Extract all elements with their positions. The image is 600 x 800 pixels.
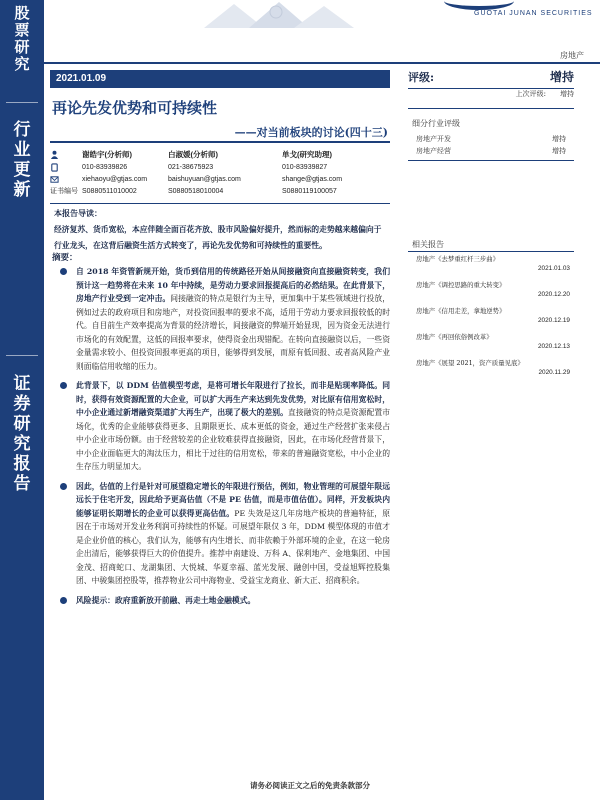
rating-label: 评级: (408, 71, 435, 84)
bullet-bold-text: 自 2018 年资管新规开始，货币到信用的传统路径开始从间接融资向直接融资转变，我们预计这一趋势将在未来 10 年中持续，是劳动力要求回报提高后的必然结果。在此背景下，房地产行业受到一定冲击。 (76, 267, 390, 303)
sidebar-char: 研 (14, 38, 30, 56)
bullet-bold-text: 因此，估值的上行是针对可展望稳定增长的年限进行预估，例如，物业管理的可展望年限远远长于住宅开发，因此给予更高估值（不是 PE 估值，而是市值估值）。同样，开发板块内能够证明长期增长的企业可以获得更高估值。 (76, 481, 390, 518)
rating-value: 增持 (549, 70, 574, 84)
related-report-item[interactable] (416, 280, 570, 302)
abstract-heading: 摘要： (52, 253, 78, 263)
previous-rating-row (408, 89, 574, 99)
analyst-phones-row (50, 161, 390, 173)
related-report-item[interactable] (416, 306, 570, 328)
bullet-bold-text: 风险提示：政府重新放开前融、再走土地金融模式。 (76, 595, 256, 605)
abstract-bullet (58, 480, 390, 588)
sidebar-char: 业 (13, 140, 31, 160)
cert-label: 证书编号 (50, 188, 78, 195)
bullet-icon (60, 382, 67, 389)
bullet-icon (60, 268, 67, 275)
bullet-icon (60, 483, 67, 490)
rating-box (408, 68, 574, 99)
analyst-cert: S0880119100057 (282, 187, 337, 195)
related-report-name[interactable]: 房地产《去梦重红杆三步曲》 (416, 255, 500, 263)
sub-rating-divider (408, 160, 574, 161)
guide-heading: 本报告导读： (54, 208, 102, 218)
company-logo (444, 0, 600, 30)
related-reports-list (416, 254, 570, 384)
guide-text: 经济复苏、货币宽松，本应伴随全面百花齐放、股市风险偏好提升，然而标的走势越来越偏向于行业龙头，在这背后融资生活方式转变了，再论先发优势和可持续性的重要性。 (54, 225, 382, 250)
sidebar-divider (6, 102, 38, 103)
sub-rating-item (416, 133, 566, 145)
sidebar-char: 新 (13, 180, 31, 200)
analyst-phone: 021-38675923 (168, 163, 214, 171)
analyst-divider (50, 203, 390, 204)
sidebar-char: 究 (14, 55, 30, 73)
sidebar-char: 报 (13, 454, 31, 474)
related-report-item[interactable] (416, 358, 570, 380)
sub-rating-name: 房地产经营 (416, 148, 451, 155)
sidebar-char: 更 (13, 160, 31, 180)
analyst-name: 谢皓宇(分析师) (82, 149, 132, 159)
analyst-cert: S0880518010004 (168, 187, 224, 195)
sidebar-section-industry-update (0, 120, 44, 200)
email-icon (50, 175, 82, 184)
previous-rating-label: 上次评级: (515, 90, 546, 98)
sub-rating-item (416, 145, 566, 157)
sidebar-char: 股 (14, 4, 30, 22)
related-report-date: 2020.12.19 (538, 317, 570, 324)
analyst-name: 单戈(研究助理) (282, 149, 332, 159)
analyst-email[interactable]: baishuyuan@gtjas.com (168, 175, 241, 183)
sidebar-section-securities-report (0, 374, 44, 494)
report-date: 2021.01.09 (50, 70, 390, 88)
analyst-phone: 010-83939826 (82, 163, 128, 171)
rating-row (408, 68, 574, 85)
related-divider (408, 251, 574, 252)
related-report-name[interactable]: 房地产《信用走差，拿地逆势》 (416, 307, 506, 315)
abstract-bullet (58, 594, 390, 608)
bullet-bold-text: 此背景下，以 DDM 估值模型考虑，是将可增长年限进行了拉长，而非是贴现率降低。同时，获得有效资源配置的大企业，可以扩大再生产来达到先发优势，对比原有信用宽松时，中小企业通过新增融资渠道扩大再生产，出现了极大的差别。 (76, 381, 390, 417)
sidebar-divider (6, 355, 38, 356)
sidebar-section-stock-research (0, 0, 44, 78)
abstract-bullets (58, 265, 390, 613)
related-report-date: 2020.12.20 (538, 291, 570, 298)
analyst-certs-row (50, 185, 390, 197)
person-icon (50, 150, 82, 159)
sidebar-char: 券 (13, 394, 31, 414)
analyst-table (50, 147, 390, 197)
title-divider (50, 141, 390, 143)
related-report-name[interactable]: 房地产《展望 2021，资产质量见底》 (416, 359, 524, 367)
page-header (44, 0, 600, 60)
report-title: 再论先发优势和可持续性 (52, 99, 218, 117)
sidebar-char: 证 (13, 374, 31, 394)
rating-divider (408, 108, 574, 109)
analyst-emails-row (50, 173, 390, 185)
abstract-bullet (58, 265, 390, 373)
related-report-item[interactable] (416, 254, 570, 276)
analyst-cert: S0880511010002 (82, 187, 137, 195)
analyst-name: 白淑媛(分析师) (168, 149, 218, 159)
phone-icon (50, 163, 82, 172)
report-subtitle: ——对当前板块的讨论(四十三) (234, 126, 388, 139)
left-sidebar (0, 0, 44, 800)
sub-rating-list (416, 133, 566, 157)
header-divider (44, 62, 600, 64)
related-report-name[interactable]: 房地产《再回依俗例改革》 (416, 333, 493, 341)
sidebar-char: 究 (13, 434, 31, 454)
analyst-names-row (50, 147, 390, 161)
related-report-date: 2020.12.13 (538, 343, 570, 350)
sub-rating-heading: 细分行业评级 (412, 119, 460, 128)
related-reports-heading: 相关报告 (412, 240, 444, 249)
related-report-name[interactable]: 房地产《调控思路的重大转变》 (416, 281, 506, 289)
sub-rating-value: 增持 (552, 148, 566, 155)
bullet-icon (60, 597, 67, 604)
analyst-email[interactable]: shange@gtjas.com (282, 175, 343, 183)
previous-rating-value: 增持 (560, 90, 574, 98)
sidebar-char: 研 (13, 414, 31, 434)
disclaimer-footer: 请务必阅读正文之后的免责条款部分 (250, 781, 370, 790)
sidebar-char: 行 (13, 120, 31, 140)
analyst-phone: 010-83939827 (282, 163, 328, 171)
rating-divider (408, 88, 574, 89)
analyst-email[interactable]: xiehaoyu@gtjas.com (82, 175, 148, 183)
logo-arc-icon (444, 0, 514, 10)
logo-text: GUOTAI JUNAN SECURITIES (474, 10, 593, 17)
bullet-text: 间接融资的特点是银行为主导，更加集中于某些领域进行投放，例如过去的政府项目和房地产，对投资回报率的要求不高，适用于劳动力要求回报较低的时代。自目前生产效率提高为背景的经济增长，间接融资的弊端开始显现，因为资金无法进行市场化的有效配置，这低的回报率要求，使得资金出现错配。在转向直接融资以后，一些资金量需求较小、但投资回报率更高的项目，能够得到发展，而原有低回报、或者高风险产业则面临信用收缩的压力。 (76, 294, 390, 371)
bullet-text: 直接融资的特点是资源配置市场化，优秀的企业能够获得更多、且期限更长、成本更低的资金，通过生产经营扩张来侵占中小企业市场份额。由于经营较差的企业较难获得直接融资，因此，在市场化经营背景下，中小企业面临更大的淘汰压力，相比于过往的信用宽松，带来的普遍融资宽松，中小企业的生存压力明显加大。 (76, 408, 390, 471)
bullet-text: PE 失效是这几年房地产板块的普遍特征，原因在于市场对开发业务利润可持续性的怀疑。可展望年限仅 3 年，DDM 模型体现的市值才是企业价值的核心，我们认为，能够有内生增长、而非依赖于外部环境的企业，在这一轮房企出清后，能够获得巨大的价值提升。推荐中南建设、万科 A、保利地产、金地集团、中国金茂、招商蛇口、龙湖集团、大悦城、华夏幸福、蓝光发展、融创中国，受益旭辉控股集团、中骏集团控股等，推荐物业公司中海物业、受益宝龙商业、新大正、招商积余。 (76, 508, 390, 585)
sub-rating-value: 增持 (552, 136, 566, 143)
sidebar-char: 票 (14, 21, 30, 39)
related-report-item[interactable] (416, 332, 570, 354)
related-report-date: 2021.01.03 (538, 265, 570, 272)
abstract-bullet (58, 379, 390, 474)
industry-tag: 房地产 (560, 51, 584, 60)
sub-rating-name: 房地产开发 (416, 136, 451, 143)
decorative-header-graphic (194, 0, 359, 30)
sidebar-char: 告 (13, 474, 31, 494)
related-report-date: 2020.11.29 (538, 369, 570, 376)
